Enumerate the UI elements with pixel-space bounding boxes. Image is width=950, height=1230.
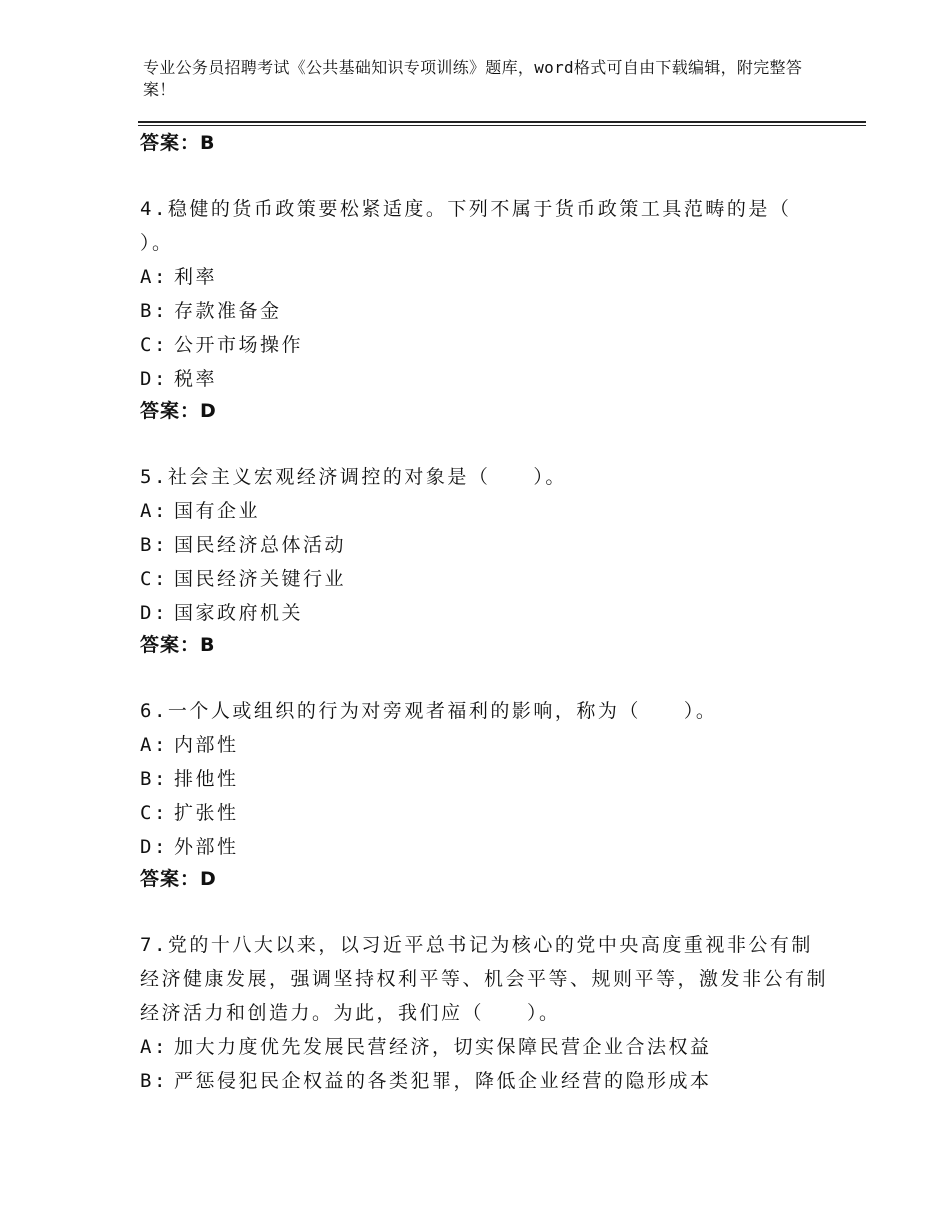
option-b	[140, 762, 830, 796]
option-b	[140, 1064, 830, 1098]
answer: 答案：B	[140, 634, 216, 656]
question-stem: 5.社会主义宏观经济调控的对象是（ ）。	[140, 466, 567, 488]
option-d	[140, 596, 830, 630]
option-key: A:	[140, 266, 168, 288]
question-6	[140, 694, 830, 894]
option-a	[140, 1030, 830, 1064]
header-rule-thin	[138, 125, 866, 126]
option-text: 国民经济关键行业	[174, 568, 347, 590]
option-text: 内部性	[174, 734, 239, 756]
option-text: 排他性	[174, 768, 239, 790]
option-key: D:	[140, 836, 168, 858]
option-text: 国家政府机关	[174, 602, 304, 624]
answer: 答案：D	[140, 868, 217, 890]
option-text: 存款准备金	[174, 300, 282, 322]
option-text: 利率	[174, 266, 218, 288]
question-stem: 7.党的十八大以来，以习近平总书记为核心的党中央高度重视非公有制经济健康发展，强调坚持权利平等、机会平等、规则平等，激发非公有制经济活力和创造力。为此，我们应（ ）。	[140, 934, 829, 1024]
option-a	[140, 494, 830, 528]
option-key: A:	[140, 1036, 168, 1058]
option-key: B:	[140, 1070, 168, 1092]
option-d	[140, 362, 830, 396]
option-key: B:	[140, 300, 168, 322]
option-a	[140, 728, 830, 762]
option-text: 加大力度优先发展民营经济，切实保障民营企业合法权益	[174, 1036, 712, 1058]
option-key: C:	[140, 334, 168, 356]
option-c	[140, 328, 830, 362]
option-text: 公开市场操作	[174, 334, 304, 356]
question-stem: 4.稳健的货币政策要松紧适度。下列不属于货币政策工具范畴的是（ ）。	[140, 198, 792, 254]
header-text: 专业公务员招聘考试《公共基础知识专项训练》题库，word格式可自由下载编辑，附完整答案！	[143, 58, 803, 99]
answer: 答案：D	[140, 400, 217, 422]
option-key: A:	[140, 734, 168, 756]
question-7	[140, 928, 830, 1098]
option-a	[140, 260, 830, 294]
header-rule-thick	[138, 121, 866, 123]
option-key: B:	[140, 768, 168, 790]
option-b	[140, 294, 830, 328]
option-text: 国民经济总体活动	[174, 534, 347, 556]
option-key: C:	[140, 802, 168, 824]
answer-prev: 答案：B	[140, 132, 216, 154]
option-c	[140, 562, 830, 596]
option-key: C:	[140, 568, 168, 590]
option-c	[140, 796, 830, 830]
question-list	[140, 128, 830, 1098]
option-d	[140, 830, 830, 864]
option-text: 扩张性	[174, 802, 239, 824]
option-text: 外部性	[174, 836, 239, 858]
option-b	[140, 528, 830, 562]
option-key: B:	[140, 534, 168, 556]
option-key: A:	[140, 500, 168, 522]
question-4	[140, 192, 830, 426]
document-header	[143, 57, 803, 101]
option-key: D:	[140, 368, 168, 390]
question-stem: 6.一个人或组织的行为对旁观者福利的影响，称为（ ）。	[140, 700, 718, 722]
question-5	[140, 460, 830, 660]
option-key: D:	[140, 602, 168, 624]
option-text: 税率	[174, 368, 218, 390]
option-text: 国有企业	[174, 500, 261, 522]
option-text: 严惩侵犯民企权益的各类犯罪，降低企业经营的隐形成本	[174, 1070, 712, 1092]
